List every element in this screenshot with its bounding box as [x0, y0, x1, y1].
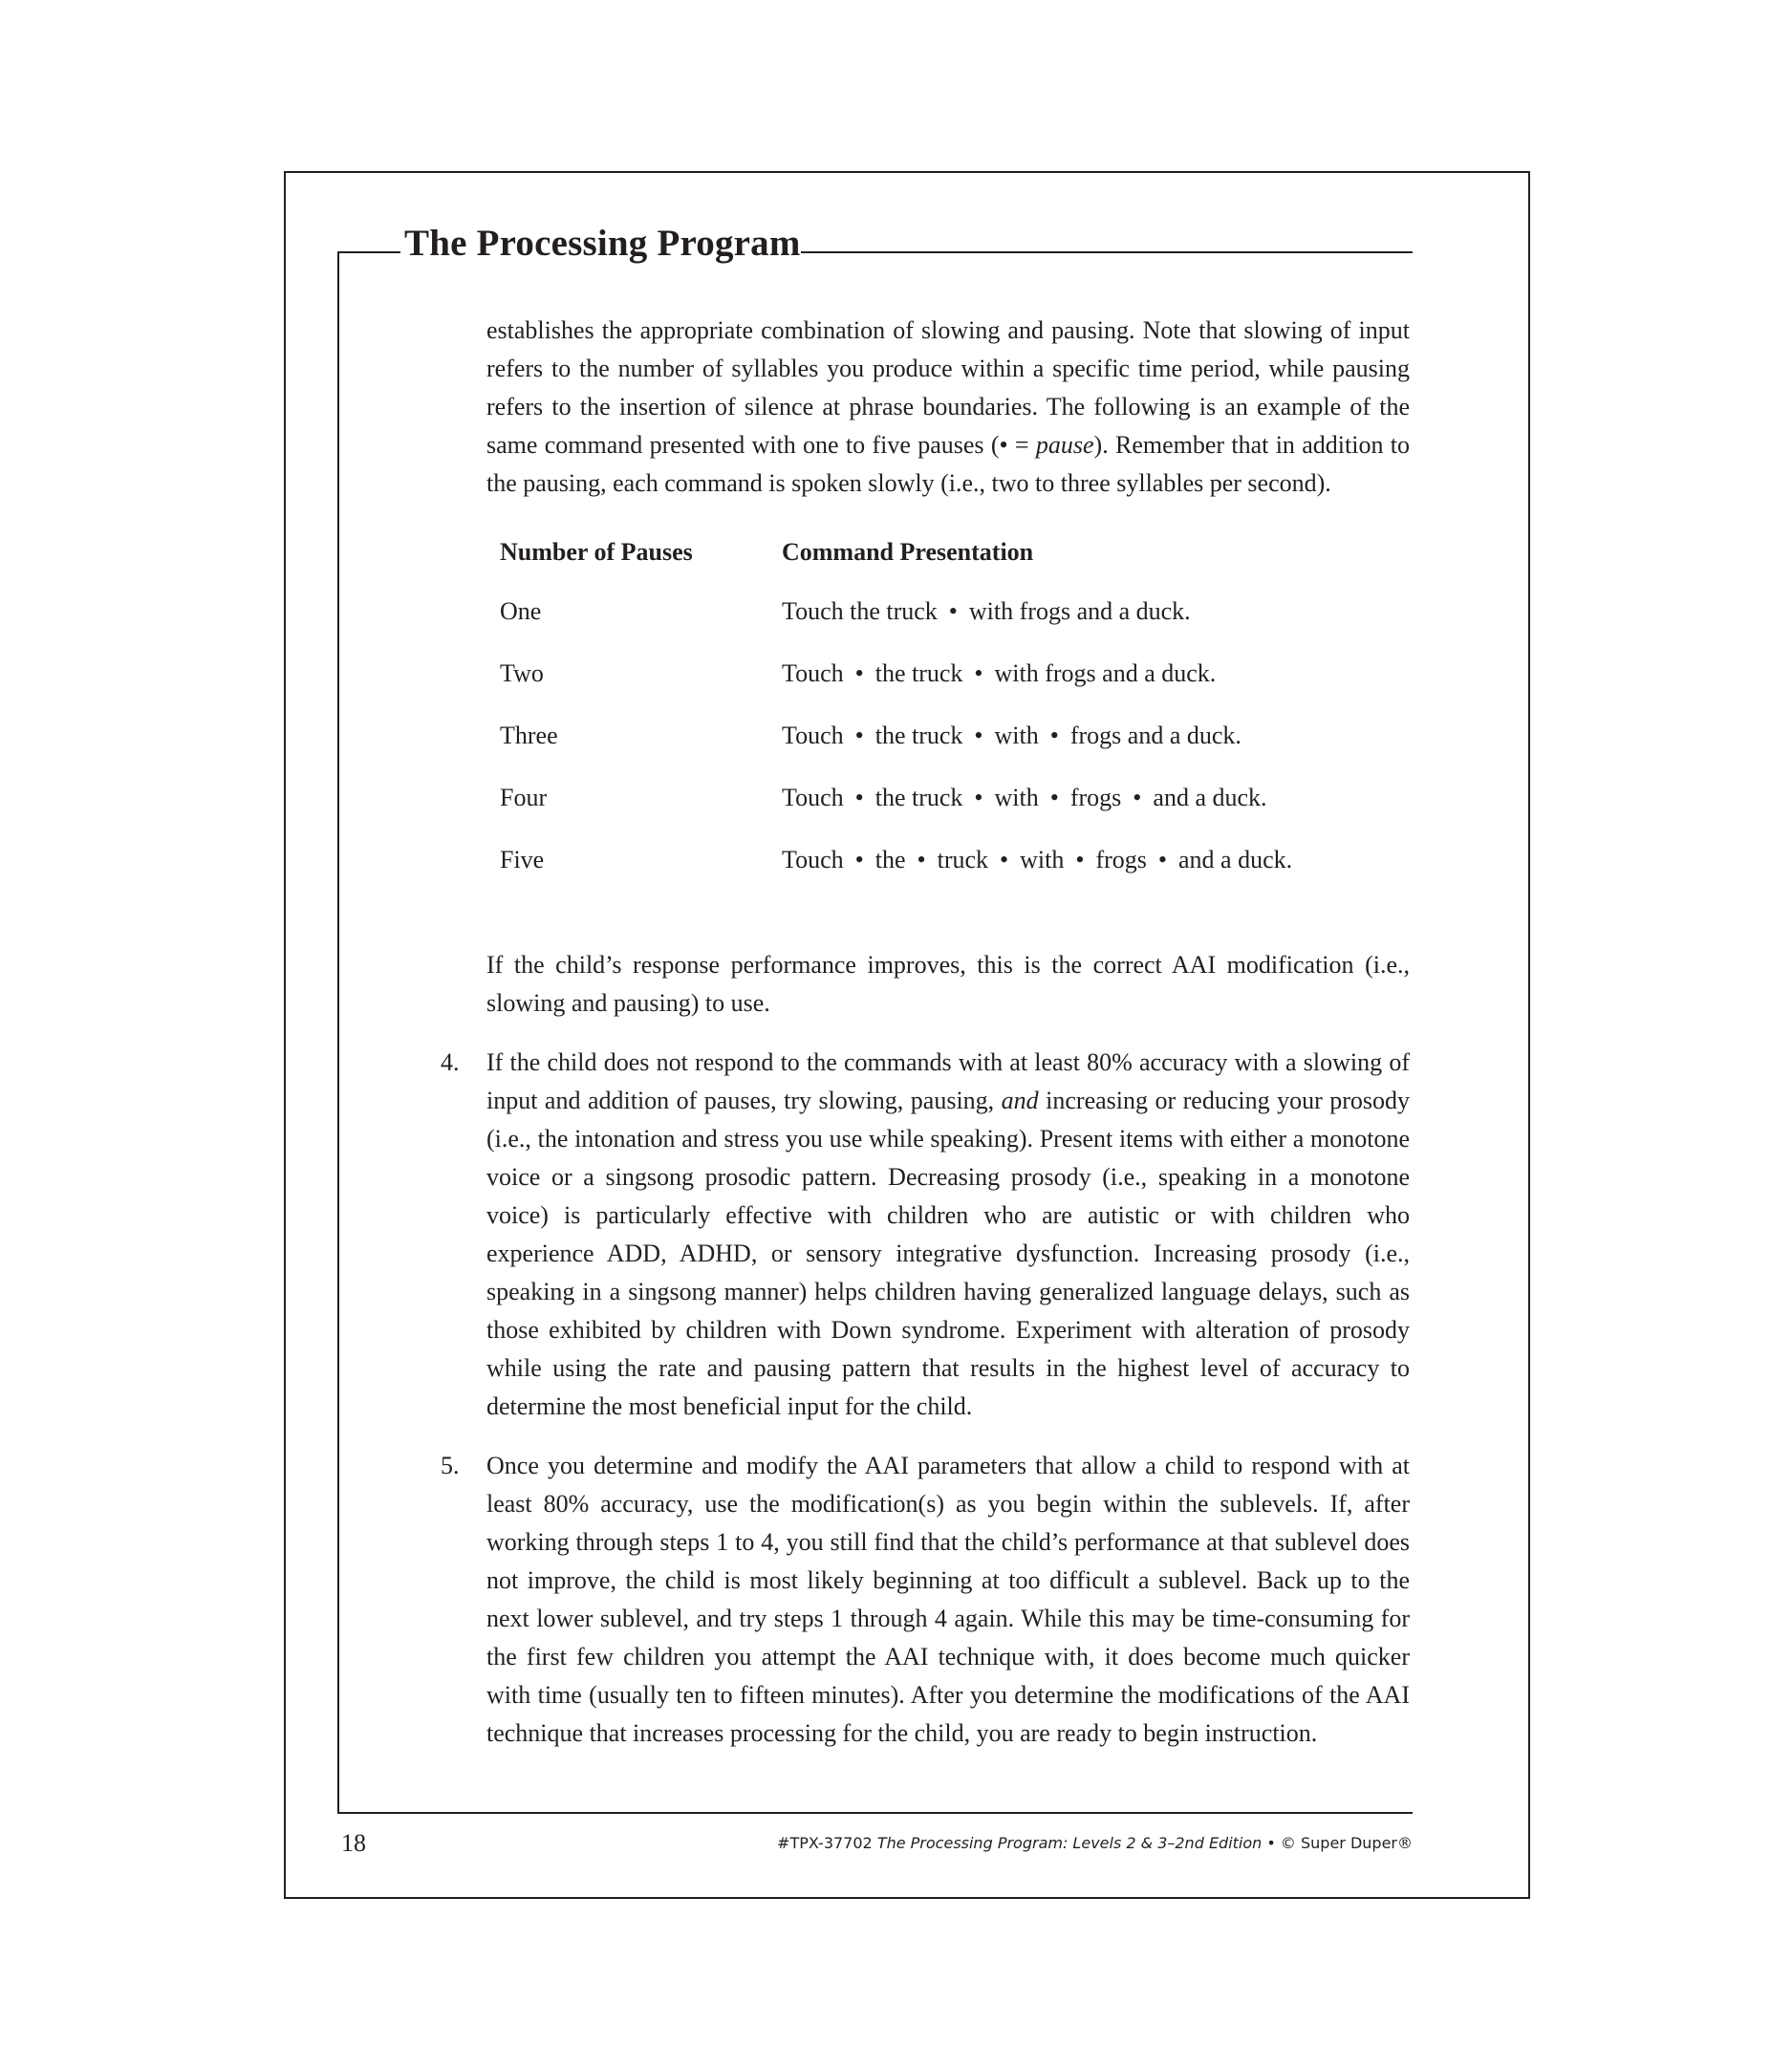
command-segment: with	[994, 784, 1039, 811]
pause-bullet: •	[854, 846, 864, 873]
command-segment: Touch	[782, 846, 844, 873]
command-segment: the truck	[874, 659, 963, 687]
command-segment: Touch	[782, 784, 844, 811]
command-segment: the truck	[874, 722, 963, 749]
pause-count: One	[500, 597, 542, 625]
step-text: and	[1001, 1087, 1039, 1114]
step-text: Once you determine and modify the AAI parameters that allow a child to respond with at least 80% accuracy, use the modification(s) as you begin within the sublevels. If, after working through steps 1 to 4, you still find that the child’s performance at that sublevel does not improve, the child is most likely beginning at too difficult a sublevel. Back up to the next lower sublevel, and try steps 1 through 4 again. While this may be time-consuming for the first few children you attempt the AAI technique with, it does become much quicker with time (usually ten to fifteen minutes). After you determine the modifications of the AAI technique that increases processing for the child, you are ready to begin instruction.	[486, 1452, 1410, 1747]
table-row	[500, 717, 1292, 779]
command-segment: with	[1020, 846, 1065, 873]
pause-bullet: •	[1075, 846, 1085, 873]
pause-bullet: •	[1049, 784, 1059, 811]
command-segment: frogs	[1069, 784, 1122, 811]
command-segment: frogs and a duck.	[1069, 722, 1241, 749]
page-number: 18	[341, 1829, 366, 1857]
pause-bullet: •	[974, 722, 983, 749]
pause-bullet: •	[1157, 846, 1168, 873]
running-header	[337, 222, 1413, 279]
pause-bullet: •	[974, 659, 983, 687]
command-segment: and a duck.	[1153, 784, 1267, 811]
table-row	[500, 593, 1292, 655]
pause-bullet: •	[974, 784, 983, 811]
pause-bullet: •	[854, 722, 864, 749]
steps-list	[441, 1044, 1410, 1753]
pause-bullet: •	[1000, 846, 1009, 873]
intro-italic: pause	[1035, 431, 1094, 459]
command-presentation	[782, 593, 1292, 655]
step-text: increasing or reducing your prosody (i.e., the intonation and stress you use while speaking). Present items with either a monotone voice or a singsong prosodic pattern. Decreasing prosody (i.e., speaking in a monotone voice) is particularly effective with children who are autistic or with children who experience ADD, ADHD, or sensory integrative dysfunction. Increasing prosody (i.e., speaking in a singsong manner) helps children having generalized language delays, such as those exhibited by children with Down syndrome. Experiment with alteration of prosody while using the rate and pausing pattern that results in the highest level of accuracy to determine the most beneficial input for the child.	[486, 1087, 1410, 1420]
intro-text-1: establishes the appropriate combination of slowing and pausing. Note that slowing of input refers to the number of syllables you produce within a specific time period, while pausing refers to the insertion of silence at phrase boundaries. The following is an example of the same command presented with one to five pauses (• =	[486, 316, 1410, 459]
intro-paragraph	[486, 312, 1410, 503]
pause-bullet: •	[1133, 784, 1142, 811]
pause-count: Two	[500, 659, 544, 687]
command-segment: with frogs and a duck.	[994, 659, 1217, 687]
header-lead-rule	[337, 251, 400, 253]
book-title: The Processing Program: Levels 2 & 3–2nd Edition	[876, 1834, 1263, 1852]
footer-credit	[777, 1834, 1413, 1852]
list-item	[441, 1447, 1410, 1753]
body-text	[441, 312, 1410, 1774]
table-row	[500, 655, 1292, 717]
header-rule	[801, 251, 1413, 253]
command-segment: with	[994, 722, 1039, 749]
copyright: • © Super Duper®	[1266, 1834, 1413, 1852]
intro-text-2: ). Remember that in addition to the pausing, each command is spoken slowly (i.e., two to three syllables per second).	[486, 431, 1410, 497]
bottom-rule	[337, 1812, 1413, 1814]
table-header-row	[500, 533, 1292, 593]
step-number: 4.	[441, 1048, 460, 1076]
result-paragraph: If the child’s response performance improves, this is the correct AAI modification (i.e., slowing and pausing) to use.	[486, 951, 1410, 1017]
column-header-pauses: Number of Pauses	[500, 538, 693, 566]
command-presentation	[782, 779, 1292, 841]
pause-count: Three	[500, 722, 558, 749]
table-row	[500, 779, 1292, 841]
command-presentation	[782, 655, 1292, 717]
page-title: The Processing Program	[404, 223, 801, 264]
command-segment: frogs	[1095, 846, 1147, 873]
pause-bullet: •	[1049, 722, 1059, 749]
pause-count: Five	[500, 846, 545, 873]
pauses-table	[500, 533, 1292, 903]
command-segment: with frogs and a duck.	[968, 597, 1191, 625]
pause-bullet: •	[854, 659, 864, 687]
pause-count: Four	[500, 784, 548, 811]
command-segment: the truck	[874, 784, 963, 811]
step-text: If the child does not respond to the commands with at least 80% accuracy with a slowing of input and addition of pauses, try slowing, pausing,	[486, 1048, 1410, 1114]
command-segment: Touch the truck	[782, 597, 938, 625]
left-margin-rule	[337, 252, 339, 1814]
list-item	[441, 1044, 1410, 1426]
command-segment: truck	[937, 846, 989, 873]
column-header-command: Command Presentation	[782, 538, 1034, 566]
command-segment: Touch	[782, 722, 844, 749]
table-row	[500, 841, 1292, 903]
pause-bullet: •	[948, 597, 958, 625]
command-presentation	[782, 841, 1292, 903]
pause-bullet: •	[917, 846, 926, 873]
step-number: 5.	[441, 1452, 460, 1479]
command-segment: the	[874, 846, 906, 873]
command-segment: and a duck.	[1178, 846, 1293, 873]
pause-bullet: •	[854, 784, 864, 811]
command-presentation	[782, 717, 1292, 779]
command-segment: Touch	[782, 659, 844, 687]
product-code: #TPX-37702	[777, 1834, 873, 1852]
